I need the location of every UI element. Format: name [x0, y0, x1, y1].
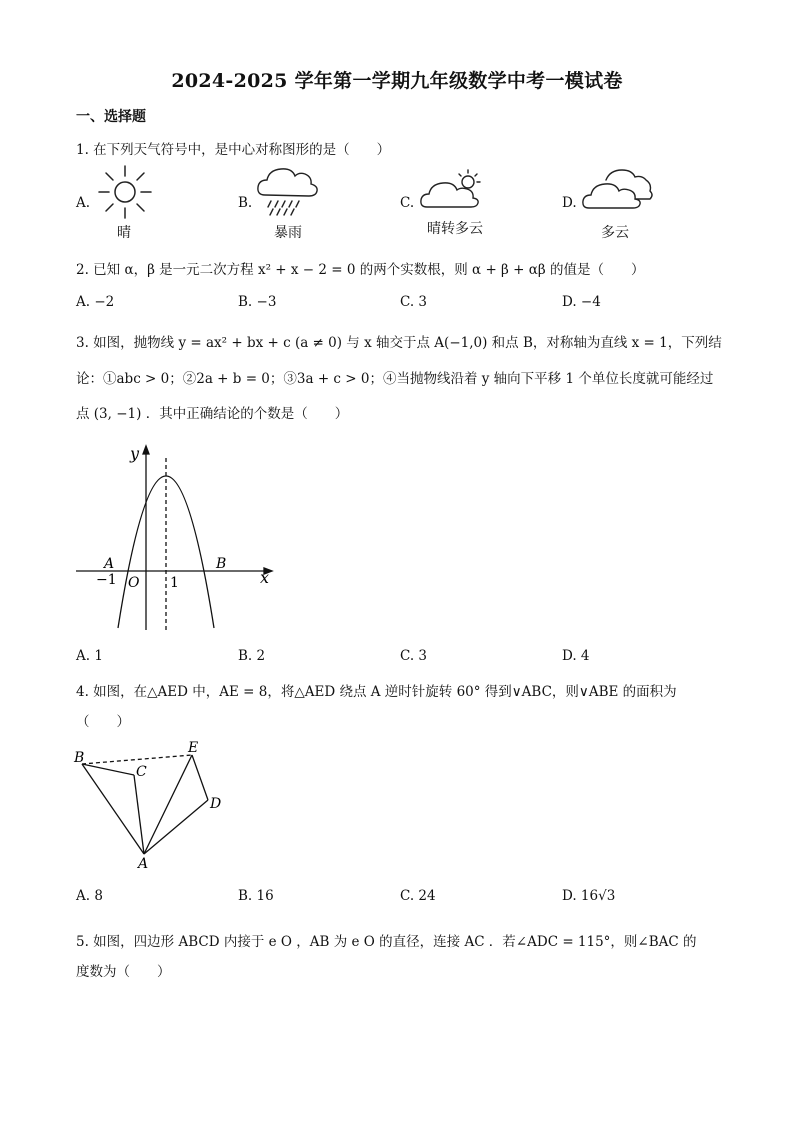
q3-option-a: A. 1: [76, 648, 103, 664]
q1-option-d-caption: 多云: [601, 225, 629, 241]
rotation-triangle-figure: [70, 738, 240, 873]
q2-option-d: D. −4: [562, 294, 601, 310]
q4-option-a: A. 8: [76, 888, 103, 904]
q3-option-d: D. 4: [562, 648, 590, 664]
q3-option-c: C. 3: [400, 648, 428, 664]
heavy-rain-icon: [255, 163, 321, 219]
cloudy-icon: [580, 166, 656, 214]
q1-option-d-letter: D.: [562, 195, 577, 211]
q4-option-c: C. 24: [400, 888, 436, 904]
q2-option-c: C. 3: [400, 294, 428, 310]
point-b-label: B: [74, 750, 85, 766]
segment-be: [82, 755, 192, 764]
tick-label-1: 1: [170, 575, 179, 591]
q1-option-b-letter: B.: [238, 195, 253, 211]
question-3-line-2: 论：①abc > 0；②2a + b = 0；③3a + c > 0；④当抛物线沿着 y 轴向下平移 1 个单位长度就可能经过: [76, 371, 714, 387]
q1-option-c-letter: C.: [400, 195, 415, 211]
parabola-figure: [70, 440, 280, 635]
q2-option-b: B. −3: [238, 294, 277, 310]
q4-option-d: D. 16√3: [562, 888, 616, 904]
point-b-label: B: [216, 556, 227, 572]
point-a-label: A: [104, 556, 115, 572]
origin-label: O: [128, 575, 140, 591]
question-3-line-1: 3. 如图，抛物线 y = ax² + bx + c (a ≠ 0) 与 x 轴交于点 A(−1,0) 和点 B，对称轴为直线 x = 1，下列结: [76, 335, 722, 351]
tick-label-neg1: −1: [96, 572, 117, 588]
page-title: 2024-2025 学年第一学期九年级数学中考一模试卷: [171, 70, 623, 92]
point-d-label: D: [210, 796, 222, 812]
point-a-label: A: [138, 856, 149, 872]
q2-option-a: A. −2: [76, 294, 115, 310]
q1-option-a-caption: 晴: [117, 225, 131, 241]
question-1-text: 1. 在下列天气符号中，是中心对称图形的是（ ）: [76, 142, 391, 158]
q4-option-b: B. 16: [238, 888, 274, 904]
section-heading: 一、选择题: [76, 109, 146, 125]
q1-option-c-caption: 晴转多云: [427, 221, 483, 237]
y-axis-label: y: [130, 444, 140, 463]
q1-option-a-letter: A.: [76, 195, 91, 211]
point-e-label: E: [188, 740, 199, 756]
segment-ea: [144, 755, 192, 854]
question-3-line-3: 点 (3, −1) ．其中正确结论的个数是（ ）: [76, 406, 349, 422]
q3-option-b: B. 2: [238, 648, 266, 664]
q1-option-b-caption: 暴雨: [274, 225, 302, 241]
question-4-line-2: （ ）: [76, 714, 130, 730]
question-5-line-1: 5. 如图，四边形 ABCD 内接于 e O ，AB 为 e O 的直径，连接 AC ．若∠ADC = 115°，则∠BAC 的: [76, 934, 697, 950]
question-5-line-2: 度数为（ ）: [76, 964, 171, 980]
question-2-text: 2. 已知 α，β 是一元二次方程 x² + x − 2 = 0 的两个实数根，则 α + β + αβ 的值是（ ）: [76, 262, 645, 278]
question-4-line-1: 4. 如图，在△AED 中，AE = 8，将△AED 绕点 A 逆时针旋转 60° 得到∨ABC，则∨ABE 的面积为: [76, 684, 677, 700]
sun-cloud-icon: [418, 168, 488, 212]
segment-da: [144, 800, 208, 854]
y-axis-arrow: [143, 446, 149, 454]
x-axis-label: x: [260, 568, 270, 587]
sun-icon: [96, 163, 154, 219]
segment-bc: [82, 764, 134, 775]
point-c-label: C: [136, 764, 147, 780]
segment-ed: [192, 755, 208, 800]
